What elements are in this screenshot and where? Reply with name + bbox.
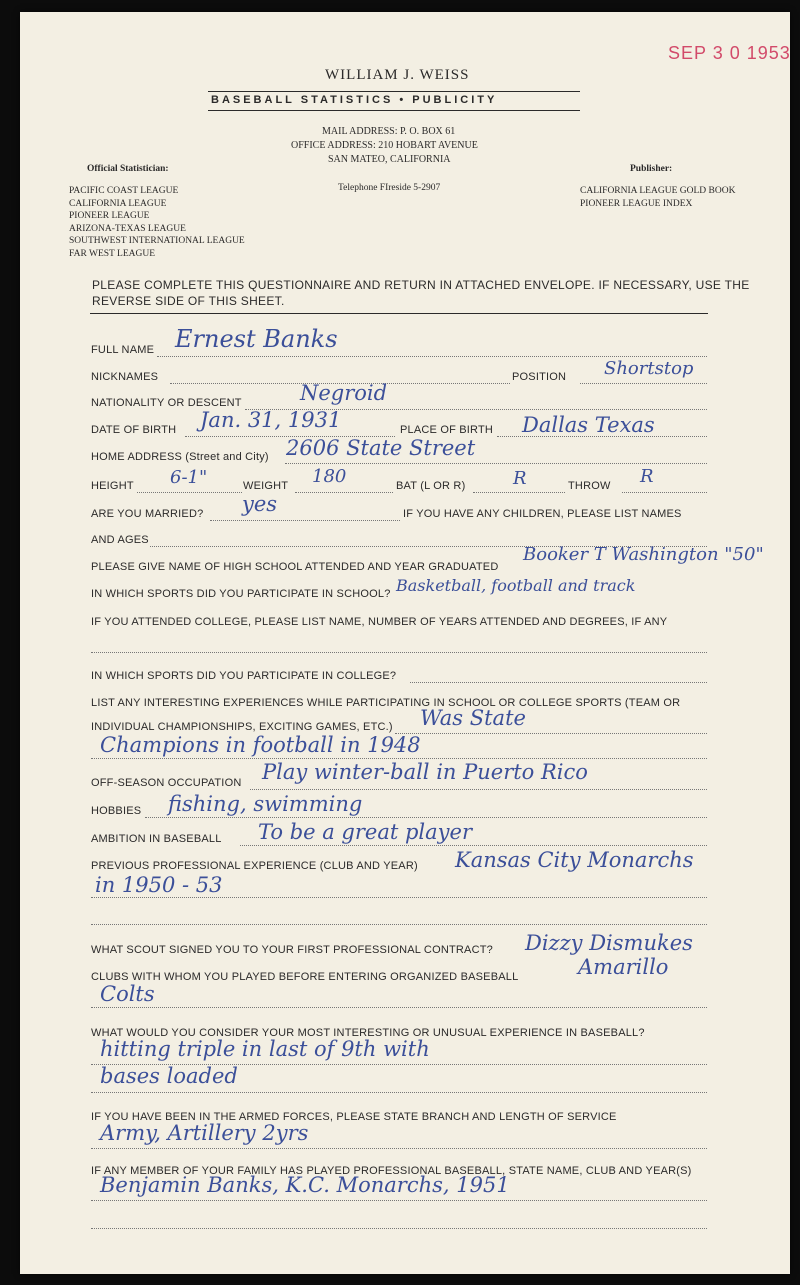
school-sports-label: IN WHICH SPORTS DID YOU PARTICIPATE IN SCHOOL? [91, 588, 391, 600]
scout-label: WHAT SCOUT SIGNED YOU TO YOUR FIRST PROFESSIONAL CONTRACT? [91, 944, 493, 956]
pob-answer: Dallas Texas [522, 413, 655, 437]
letterhead-name: WILLIAM J. WEISS [325, 67, 470, 83]
position-answer: Shortstop [604, 358, 694, 379]
experiences-answer-1: Was State [420, 706, 526, 730]
publisher-item: PIONEER LEAGUE INDEX [580, 198, 693, 209]
clubs-answer-2: Colts [100, 982, 155, 1006]
bat-label: BAT (L OR R) [396, 480, 466, 492]
offseason-answer: Play winter-ball in Puerto Rico [262, 760, 588, 784]
college-label: IF YOU ATTENDED COLLEGE, PLEASE LIST NAME, NUMBER OF YEARS ATTENDED AND DEGREES, IF ANY [91, 616, 668, 628]
ambition-label: AMBITION IN BASEBALL [91, 833, 222, 845]
dob-label: DATE OF BIRTH [91, 424, 177, 436]
experiences-label-1: LIST ANY INTERESTING EXPERIENCES WHILE PARTICIPATING IN SCHOOL OR COLLEGE SPORTS (TEAM OR [91, 697, 681, 709]
previous-answer-2: in 1950 - 53 [95, 873, 223, 897]
experiences-label-2: INDIVIDUAL CHAMPIONSHIPS, EXCITING GAMES, ETC.) [91, 721, 393, 733]
address-label: HOME ADDRESS (Street and City) [91, 451, 269, 463]
height-answer: 6-1" [170, 467, 208, 488]
offseason-label: OFF-SEASON OCCUPATION [91, 777, 242, 789]
city: SAN MATEO, CALIFORNIA [328, 154, 451, 165]
position-label: POSITION [512, 371, 567, 383]
received-date-stamp: SEP 3 0 1953 [668, 43, 791, 63]
family-label: IF ANY MEMBER OF YOUR FAMILY HAS PLAYED PROFESSIONAL BASEBALL, STATE NAME, CLUB AND YEAR(S) [91, 1165, 692, 1177]
letterhead-subtitle: BASEBALL STATISTICS • PUBLICITY [211, 94, 498, 106]
instructions-line-1: PLEASE COMPLETE THIS QUESTIONNAIRE AND RETURN IN ATTACHED ENVELOPE. IF NECESSARY, USE THE [92, 278, 750, 292]
weight-answer: 180 [312, 466, 347, 487]
nationality-label: NATIONALITY OR DESCENT [91, 397, 242, 409]
telephone: Telephone FIreside 5-2907 [338, 183, 441, 193]
ages-label: AND AGES [91, 534, 149, 546]
office-address: OFFICE ADDRESS: 210 HOBART AVENUE [291, 140, 478, 151]
ambition-answer: To be a great player [258, 820, 472, 844]
family-answer: Benjamin Banks, K.C. Monarchs, 1951 [100, 1173, 510, 1197]
throw-label: THROW [568, 480, 611, 492]
previous-answer-1: Kansas City Monarchs [455, 848, 694, 872]
unusual-answer-1: hitting triple in last of 9th with [100, 1037, 430, 1061]
instructions-line-2: REVERSE SIDE OF THIS SHEET. [92, 294, 285, 308]
weight-label: WEIGHT [243, 480, 289, 492]
league-item: CALIFORNIA LEAGUE [69, 198, 167, 209]
clubs-answer-1: Amarillo [578, 955, 669, 979]
hobbies-label: HOBBIES [91, 805, 142, 817]
league-item: PACIFIC COAST LEAGUE [69, 186, 179, 196]
high-school-answer: Booker T Washington "50" [523, 544, 764, 565]
unusual-answer-2: bases loaded [100, 1064, 238, 1088]
throw-answer: R [640, 466, 654, 487]
league-item: FAR WEST LEAGUE [69, 248, 156, 259]
nationality-answer: Negroid [300, 381, 388, 405]
address-answer: 2606 State Street [286, 436, 476, 460]
scout-answer: Dizzy Dismukes [525, 931, 693, 955]
previous-label: PREVIOUS PROFESSIONAL EXPERIENCE (CLUB AND YEAR) [91, 860, 418, 872]
statistician-heading: Official Statistician: [87, 164, 169, 174]
hobbies-answer: fishing, swimming [168, 792, 363, 816]
publisher-list [580, 185, 735, 210]
college-sports-label: IN WHICH SPORTS DID YOU PARTICIPATE IN COLLEGE? [91, 670, 397, 682]
height-label: HEIGHT [91, 480, 134, 492]
league-item: ARIZONA-TEXAS LEAGUE [69, 223, 186, 234]
full-name-label: FULL NAME [91, 344, 155, 356]
bat-answer: R [513, 468, 527, 489]
clubs-label: CLUBS WITH WHOM YOU PLAYED BEFORE ENTERING ORGANIZED BASEBALL [91, 971, 519, 983]
school-sports-answer: Basketball, football and track [396, 576, 636, 595]
experiences-answer-2: Champions in football in 1948 [100, 733, 421, 757]
league-list [69, 185, 245, 260]
publisher-heading: Publisher: [630, 164, 673, 174]
married-label: ARE YOU MARRIED? [91, 508, 204, 520]
married-answer: yes [242, 492, 278, 516]
nicknames-label: NICKNAMES [91, 371, 159, 383]
league-item: PIONEER LEAGUE [69, 211, 150, 221]
unusual-label: WHAT WOULD YOU CONSIDER YOUR MOST INTERESTING OR UNUSUAL EXPERIENCE IN BASEBALL? [91, 1027, 645, 1039]
armed-answer: Army, Artillery 2yrs [100, 1121, 309, 1145]
mail-address: MAIL ADDRESS: P. O. BOX 61 [322, 126, 456, 137]
league-item: SOUTHWEST INTERNATIONAL LEAGUE [69, 236, 245, 246]
high-school-label: PLEASE GIVE NAME OF HIGH SCHOOL ATTENDED AND YEAR GRADUATED [91, 561, 499, 573]
pob-label: PLACE OF BIRTH [400, 424, 494, 436]
children-label: IF YOU HAVE ANY CHILDREN, PLEASE LIST NAMES [403, 508, 682, 520]
full-name-answer: Ernest Banks [175, 325, 338, 353]
armed-label: IF YOU HAVE BEEN IN THE ARMED FORCES, PLEASE STATE BRANCH AND LENGTH OF SERVICE [91, 1111, 617, 1123]
dob-answer: Jan. 31, 1931 [200, 408, 342, 432]
publisher-item: CALIFORNIA LEAGUE GOLD BOOK [580, 186, 736, 196]
